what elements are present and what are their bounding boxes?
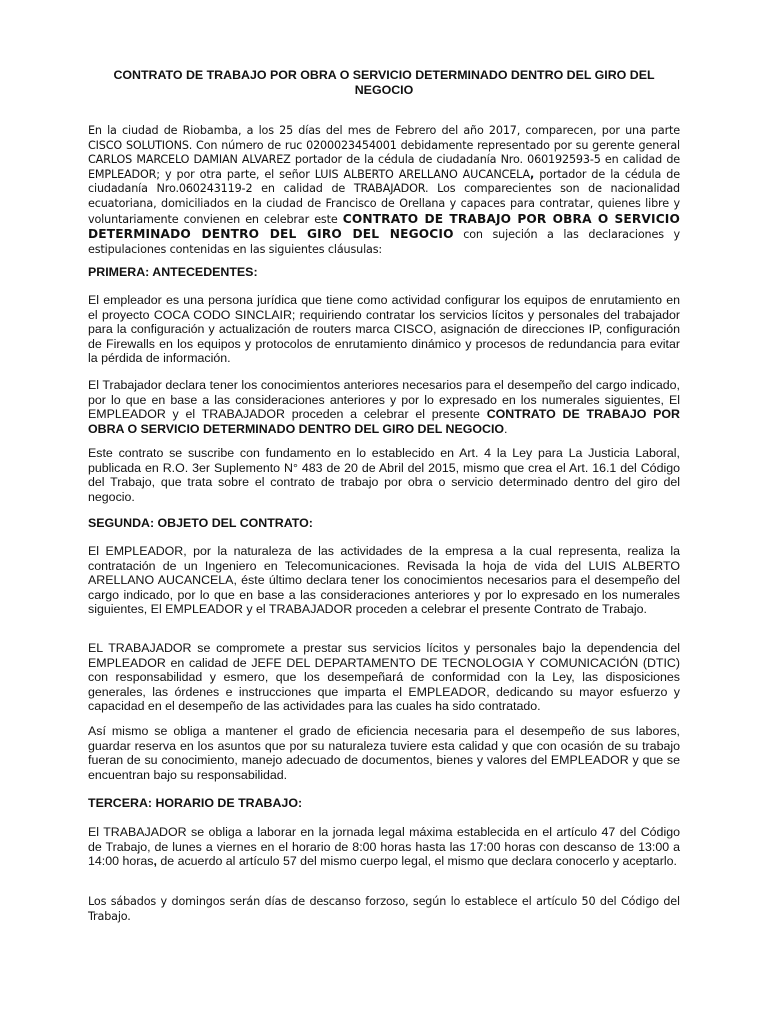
intro-contract-name: CONTRATO DE TRABAJO POR OBRA O SERVICIO DETERMINADO DENTRO DEL GIRO DEL NEGOCIO xyxy=(88,211,680,242)
primera-p2-bold: CONTRATO DE TRABAJO POR OBRA O SERVICIO DETERMINADO DENTRO DEL GIRO DEL NEGOCIO xyxy=(88,407,680,436)
tercera-p1-text-b: de acuerdo al artículo 57 del mismo cuerpo legal, el mismo que declara conocerlo y aceptarlo. xyxy=(156,854,677,869)
tercera-paragraph-1 xyxy=(88,825,680,869)
document-title: CONTRATO DE TRABAJO POR OBRA O SERVICIO DETERMINADO DENTRO DEL GIRO DEL NEGOCIO xyxy=(113,68,655,97)
section-heading-primera xyxy=(88,265,258,280)
intro-text-2: portador de la cédula de ciudadanía Nro.060243119-2 en calidad de TRABAJADOR. Los comparecientes son de nacionalidad ecuatoriana, domiciliados en la ciudad de Francisco de Orellana y capaces para contratar, quienes libre y voluntariamente convienen en celebrar este xyxy=(88,167,680,226)
primera-paragraph-1: El empleador es una persona jurídica que tiene como actividad configurar los equipos de enrutamiento en el proyecto COCA CODO SINCLAIR; requiriendo contratar los servicios lícitos y personales del trabajador para la configuración y actualización de routers marca CISCO, asignación de direcciones IP, configuración de Firewalls en los equipos y protocolos de enrutamiento dinámico y procesos de redundancia para evitar la pérdida de información. xyxy=(88,293,680,366)
tercera-paragraph-2: Los sábados y domingos serán días de descanso forzoso, según lo establece el artículo 50 del Código del Trabajo. xyxy=(88,895,680,923)
section-heading-tercera: TERCERA: HORARIO DE TRABAJO: xyxy=(88,796,303,810)
segunda-paragraph-3: Así mismo se obliga a mantener el grado de eficiencia necesaria para el desempeño de sus labores, guardar reserva en los asuntos que por su naturaleza tuviere esta calidad y que con ocasión de su trabajo fueran de su conocimiento, manejo adecuado de documentos, bienes y valores del EMPLEADOR y que se encuentran bajo su responsabilidad. xyxy=(88,724,680,782)
primera-heading-colon: : xyxy=(253,265,258,279)
primera-heading-text: PRIMERA: ANTECEDENTES xyxy=(88,265,254,279)
intro-text-3: con sujeción a las declaraciones y estipulaciones contenidas en las siguientes cláusulas: xyxy=(88,228,680,256)
primera-paragraph-3: Este contrato se suscribe con fundamento en lo establecido en Art. 4 la Ley para La Justicia Laboral, publicada en R.O. 3er Suplemento N° 483 de 20 de Abril del 2015, mismo que crea el Art. 16.1 del Código del Trabajo, que trata sobre el contrato de trabajo por obra o servicio determinado dentro del giro del negocio. xyxy=(88,446,680,504)
tercera-p1-comma: , xyxy=(153,854,157,869)
section-heading-segunda: SEGUNDA: OBJETO DEL CONTRATO: xyxy=(88,516,313,530)
intro-paragraph xyxy=(88,124,680,257)
intro-comma: , xyxy=(530,167,535,181)
primera-p2-text: El Trabajador declara tener los conocimientos anteriores necesarios para el desempeño del cargo indicado, por lo que en base a las consideraciones anteriores y por lo expresado en los numerales siguientes, El EMPLEADOR y el TRABAJADOR proceden a celebrar el presente xyxy=(88,378,680,422)
primera-paragraph-2 xyxy=(88,378,680,436)
intro-text-1: En la ciudad de Riobamba, a los 25 días del mes de Febrero del año 2017, comparecen, por una parte CISCO SOLUTIONS. Con número de ruc 0200023454001 debidamente representado por su gerente general CARLOS MARCELO DAMIAN ALVAREZ portador de la cédula de ciudadanía Nro. 060192593-5 en calidad de EMPLEADOR; y por otra parte, el señor LUIS ALBERTO ARELLANO AUCANCELA xyxy=(88,124,680,181)
segunda-paragraph-2: EL TRABAJADOR se compromete a prestar sus servicios lícitos y personales bajo la dependencia del EMPLEADOR en calidad de JEFE DEL DEPARTAMENTO DE TECNOLOGIA Y COMUNICACIÓN (DTIC) con responsabilidad y esmero, que los desempeñará de conformidad con la Ley, las disposiciones generales, las órdenes e instrucciones que imparta el EMPLEADOR, dedicando su mayor esfuerzo y capacidad en el desempeño de las actividades para las cuales ha sido contratado. xyxy=(88,641,680,714)
primera-p2-end: . xyxy=(504,421,508,436)
tercera-p1-text-a: El TRABAJADOR se obliga a laborar en la jornada legal máxima establecida en el artículo 47 del Código de Trabajo, de lunes a viernes en el horario de 8:00 horas hasta las 17:00 horas con descanso de 13:00 a 14:00 horas xyxy=(88,825,680,869)
segunda-paragraph-1: El EMPLEADOR, por la naturaleza de las actividades de la empresa a la cual representa, realiza la contratación de un Ingeniero en Telecomunicaciones. Revisada la hoja de vida del LUIS ALBERTO ARELLANO AUCANCELA, éste último declara tener los conocimientos necesarios para el desempeño del cargo indicado, por lo que en base a las consideraciones anteriores y por lo expresado en los numerales siguientes, El EMPLEADOR y el TRABAJADOR proceden a celebrar el presente Contrato de Trabajo. xyxy=(88,544,680,617)
